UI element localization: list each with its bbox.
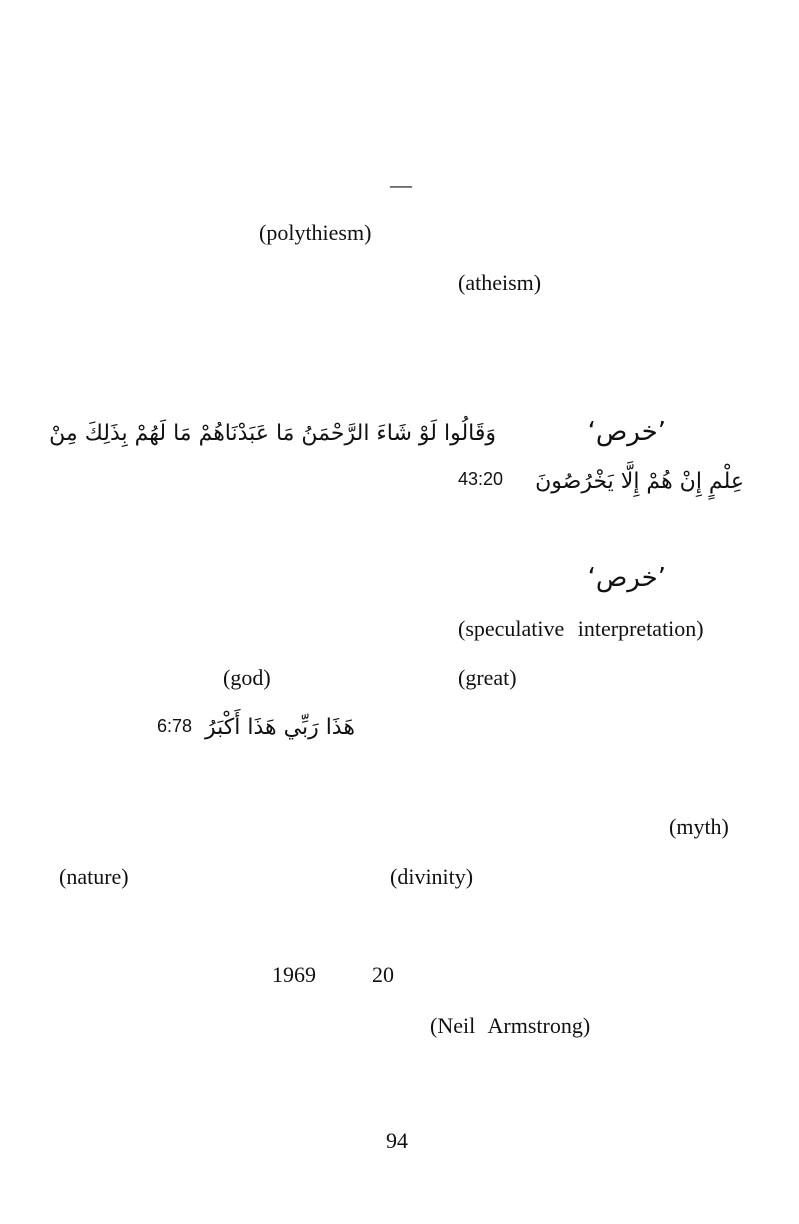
arabic-word-khars: ’خرص‘ [587, 417, 666, 447]
day-20: 20 [372, 962, 394, 987]
term-atheism: (atheism) [458, 270, 542, 295]
quran-verse-line-2: عِلْمٍ إِنْ هُمْ إِلَّا يَخْرُصُونَ [535, 469, 744, 494]
term-myth: (myth) [669, 814, 729, 839]
term-great: (great) [458, 665, 517, 690]
verse-reference-6-78: 6:78 [157, 716, 193, 736]
term-god: (god) [223, 665, 271, 690]
year-1969: 1969 [272, 962, 316, 987]
quran-verse-line-1: وَقَالُوا لَوْ شَاءَ الرَّحْمَنُ مَا عَبَدْنَاهُمْ مَا لَهُمْ بِذَلِكَ مِنْ [49, 421, 496, 446]
em-dash: — [390, 172, 412, 197]
name-neil-armstrong: (Neil Armstrong) [430, 1013, 591, 1038]
quran-verse-short: هَذَا رَبِّي هَذَا أَكْبَرُ [205, 715, 355, 740]
term-polytheism: (polythiesm) [259, 220, 372, 245]
arabic-word-khars-2: ’خرص‘ [587, 563, 666, 593]
term-divinity: (divinity) [390, 864, 474, 889]
page-number: 94 [386, 1128, 408, 1153]
term-speculative-interpretation: (speculative interpretation) [458, 616, 704, 641]
verse-reference-43-20: 43:20 [458, 469, 504, 489]
term-nature: (nature) [59, 864, 129, 889]
